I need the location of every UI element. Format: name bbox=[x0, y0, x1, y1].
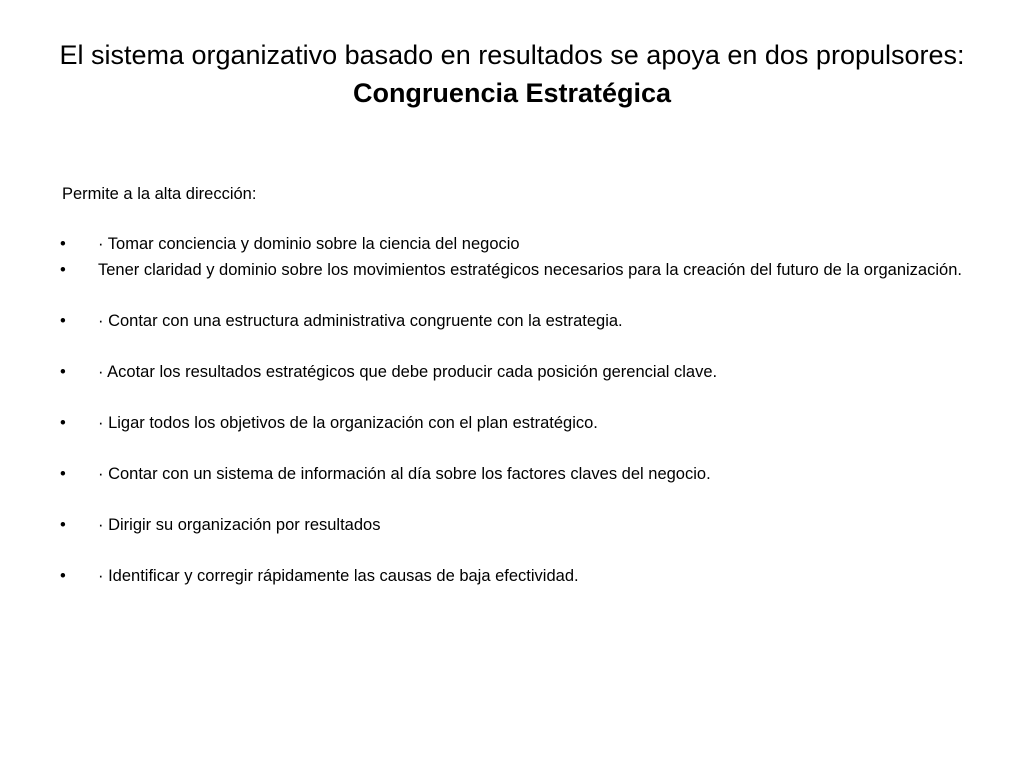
list-item bbox=[60, 311, 970, 332]
slide-title-block bbox=[40, 36, 984, 112]
list-item-text: · Identificar y corregir rápidamente las causas de baja efectividad. bbox=[98, 567, 579, 585]
slide-title: El sistema organizativo basado en resultados se apoya en dos propulsores: bbox=[59, 40, 965, 70]
list-item-text: Tener claridad y dominio sobre los movimientos estratégicos necesarios para la creación del futuro de la organización. bbox=[98, 261, 962, 279]
list-item bbox=[60, 234, 970, 255]
list-item-text: · Ligar todos los objetivos de la organización con el plan estratégico. bbox=[98, 414, 598, 432]
list-item-text: · Dirigir su organización por resultados bbox=[98, 516, 381, 534]
bullet-icon: • bbox=[60, 261, 66, 279]
bullet-icon: • bbox=[60, 414, 66, 432]
bullet-icon: • bbox=[60, 312, 66, 330]
list-item-text: · Tomar conciencia y dominio sobre la ciencia del negocio bbox=[98, 235, 520, 253]
list-item bbox=[60, 566, 970, 587]
slide-subtitle: Congruencia Estratégica bbox=[352, 78, 672, 108]
bullet-icon: • bbox=[60, 363, 66, 381]
list-item-text: · Contar con una estructura administrativa congruente con la estrategia. bbox=[98, 312, 623, 330]
bullet-icon: • bbox=[60, 235, 66, 253]
list-item-text: · Acotar los resultados estratégicos que debe producir cada posición gerencial clave. bbox=[98, 363, 718, 381]
list-item bbox=[60, 464, 970, 485]
list-item bbox=[60, 260, 970, 281]
bullet-icon: • bbox=[60, 516, 66, 534]
intro-text: Permite a la alta dirección: bbox=[62, 185, 257, 203]
list-item-text: · Contar con un sistema de información al día sobre los factores claves del negocio. bbox=[98, 465, 711, 483]
list-item bbox=[60, 362, 970, 383]
bullet-icon: • bbox=[60, 567, 66, 585]
bullet-icon: • bbox=[60, 465, 66, 483]
bullet-list bbox=[60, 234, 970, 587]
list-item bbox=[60, 413, 970, 434]
list-item bbox=[60, 515, 970, 536]
